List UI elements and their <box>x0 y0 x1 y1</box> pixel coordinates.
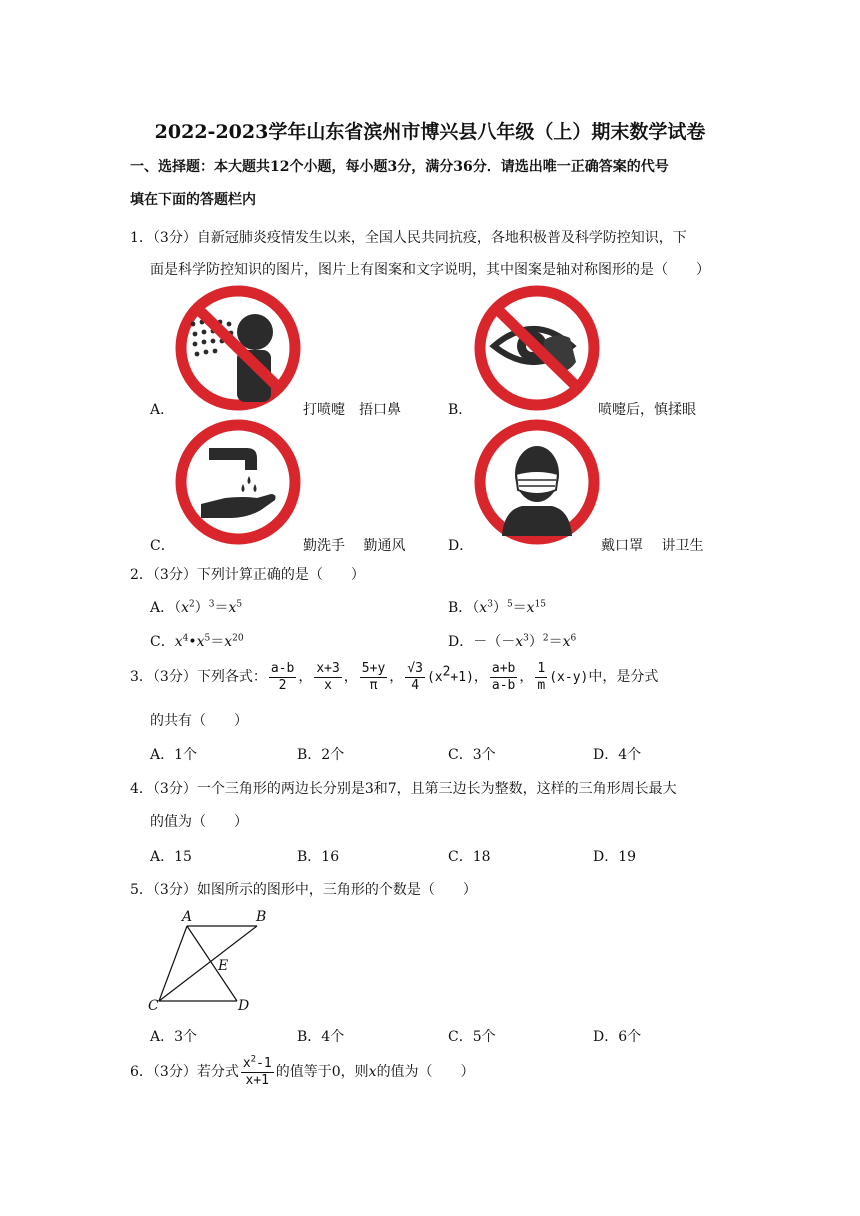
q1-option-b-caption: 喷嚏后，慎揉眼 <box>598 402 696 418</box>
q1-stem-line1: 1．（3分）自新冠肺炎疫情发生以来，全国人民共同抗疫，各地积极普及科学防控知识，下 <box>130 230 687 246</box>
q1-option-a-caption: 打喷嚏 捂口鼻 <box>303 402 401 418</box>
q3-stem-line2: 的共有（ ） <box>150 713 248 729</box>
vertex-e-label: E <box>218 958 229 974</box>
q4-option-c: C．18 <box>448 849 491 865</box>
fraction-2: $\frac{x+3}{x}$ <box>316 660 340 693</box>
q1-option-a-letter: A． <box>150 402 175 418</box>
q2-option-d: D．$-(-x^3)^2=x^6$ <box>448 633 577 650</box>
fraction-6: $\frac{1}{m}$ <box>537 660 546 693</box>
fraction-1: $\frac{a-b}{2}$ <box>270 660 295 693</box>
q4-stem-line2: 的值为（ ） <box>150 814 248 830</box>
q4-option-b: B．16 <box>297 849 340 865</box>
q2-option-a: A．$(x^2)^3=x^5$ <box>150 599 243 616</box>
q6-fraction: $\frac{x^2-1}{x+1}$ <box>242 1054 272 1088</box>
q2-stem: 2．（3分）下列计算正确的是（ ） <box>130 567 365 583</box>
vertex-b-label: B <box>256 909 267 925</box>
q1-option-d-letter: D． <box>448 538 474 554</box>
q4-stem-line1: 4．（3分）一个三角形的两边长分别是3和7，且第三边长为整数，这样的三角形周长最大 <box>130 781 677 797</box>
q5-stem: 5．（3分）如图所示的图形中，三角形的个数是（ ） <box>130 882 477 898</box>
q5-option-b: B．4个 <box>297 1029 345 1045</box>
q5-option-d: D．6个 <box>593 1029 642 1045</box>
q1-option-c-caption: 勤洗手 勤通风 <box>303 538 406 554</box>
fraction-4: $\frac{√3}{4}$ <box>407 660 423 693</box>
fraction-5: $\frac{a+b}{a-b}$ <box>491 660 516 693</box>
hand-wash-icon <box>173 418 303 546</box>
vertex-c-label: C <box>148 998 159 1014</box>
section-heading-line2: 填在下面的答题栏内 <box>130 192 256 208</box>
q2-option-b: B．$(x^3)^5=x^{15}$ <box>448 599 547 616</box>
exam-title: 2022-2023学年山东省滨州市博兴县八年级（上）期末数学试卷 <box>154 121 706 143</box>
vertex-a-label: A <box>182 909 193 925</box>
q1-option-d-caption: 戴口罩 讲卫生 <box>601 538 704 554</box>
q3-stem-line1: 3．（3分）下列各式： $\frac{a-b}{2}$ ， $\frac{x+3}{x}$ ， $\frac{5+y}{\pi}$ ， $\frac{√3}{4}$ $(x^2+1)$， $\frac{a+b}{a-b}$ ， $\frac{1}{m}$ (x-y)中，是分式 <box>130 660 659 693</box>
q3-option-c: C．3个 <box>448 747 496 763</box>
q3-option-b: B．2个 <box>297 747 345 763</box>
section-heading-line1: 一、选择题：本大题共12个小题，每小题3分，满分36分．请选出唯一正确答案的代号 <box>130 159 669 175</box>
vertex-d-label: D <box>238 998 250 1014</box>
q2-option-c: C．$x^4•x^5=x^{20}$ <box>150 633 244 650</box>
q4-option-a: A．15 <box>150 849 192 865</box>
no-sneeze-icon <box>173 284 303 412</box>
fraction-3: $\frac{5+y}{\pi}$ <box>361 660 386 693</box>
q5-option-c: C．5个 <box>448 1029 496 1045</box>
face-mask-icon <box>472 418 602 546</box>
triangle-figure <box>145 906 280 1018</box>
q1-stem-line2: 面是科学防控知识的图片，图片上有图案和文字说明，其中图案是轴对称图形的是（ ） <box>150 262 710 278</box>
q4-option-d: D．19 <box>593 849 637 865</box>
q1-option-c-letter: C． <box>150 538 175 554</box>
q5-option-a: A．3个 <box>150 1029 198 1045</box>
q3-option-d: D．4个 <box>593 747 642 763</box>
q3-option-a: A．1个 <box>150 747 198 763</box>
q1-option-b-letter: B． <box>448 402 473 418</box>
no-rub-eye-icon <box>472 284 602 412</box>
q6-stem: 6．（3分）若分式 $\frac{x^2-1}{x+1}$ 的值等于0，则x的值为（ ） <box>130 1054 475 1088</box>
